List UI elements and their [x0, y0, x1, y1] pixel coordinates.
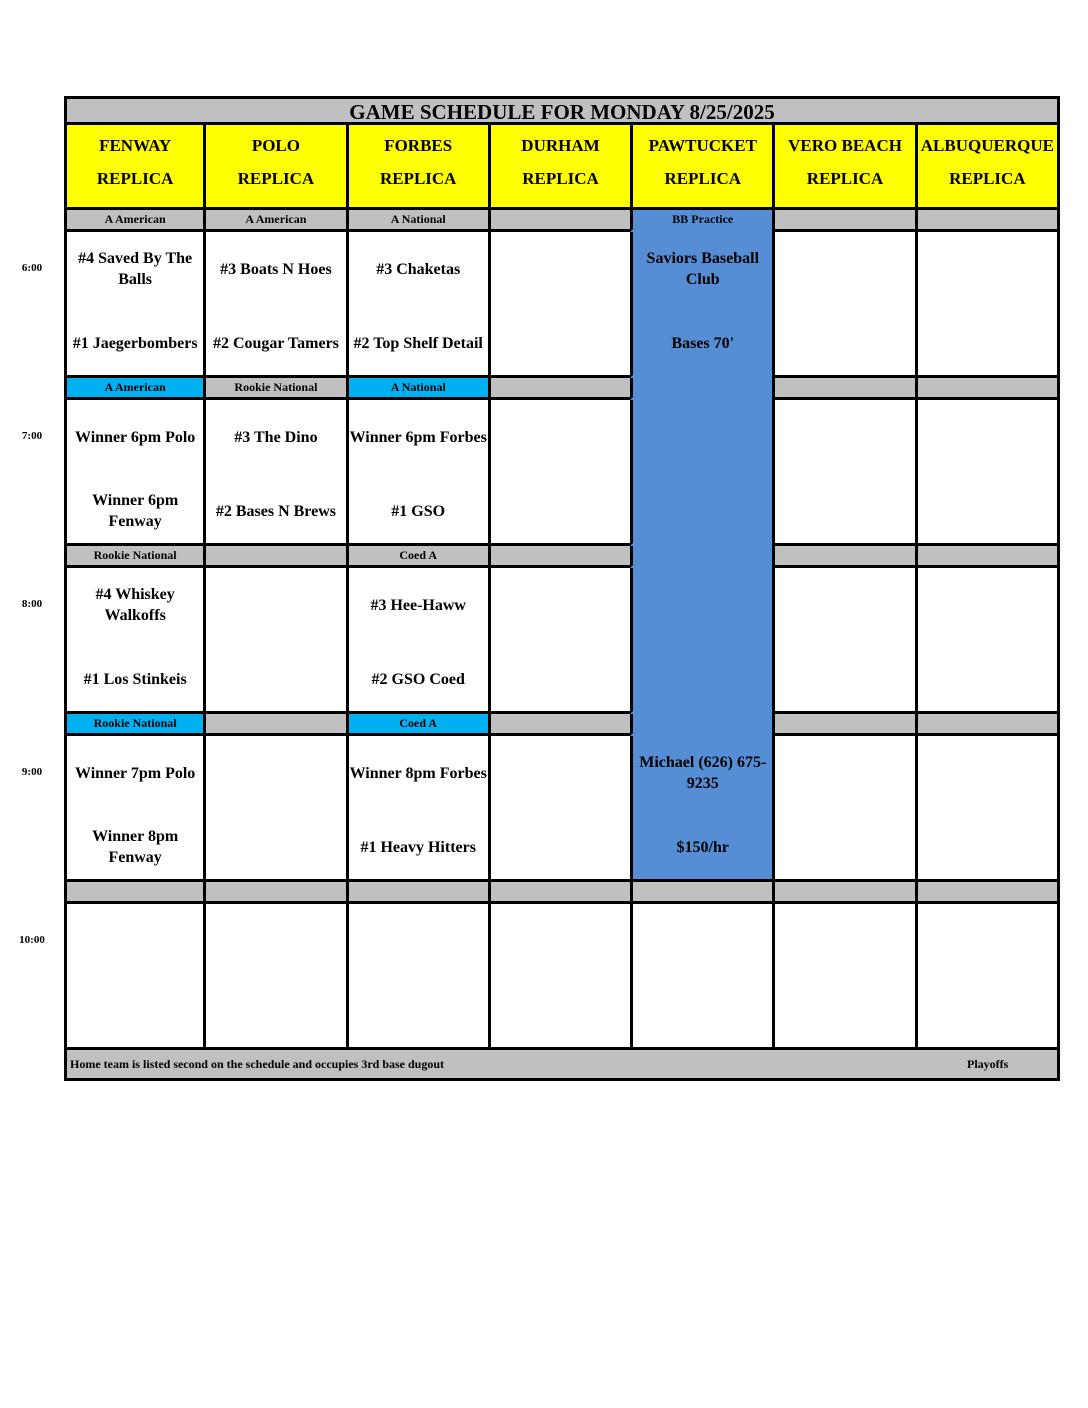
team-top: #4 Whiskey Walkoffs	[95, 586, 175, 624]
division-label	[772, 546, 917, 568]
game-cell	[772, 568, 917, 714]
team-top: Winner 7pm Polo	[74, 764, 196, 782]
division-label: A American	[203, 210, 348, 232]
team-top: #3 The Dino	[234, 428, 318, 446]
team-bottom: #1 Heavy Hitters	[360, 838, 476, 856]
team-bottom: #1 GSO	[391, 502, 446, 520]
division-row	[64, 210, 1060, 232]
game-cell	[772, 232, 917, 378]
division-label	[915, 714, 1060, 736]
team-top: Saviors Baseball Club	[646, 250, 760, 288]
division-label: Rookie National	[64, 714, 206, 736]
division-row	[64, 714, 1060, 736]
division-label: Coed A	[346, 714, 491, 736]
field-sub: REPLICA	[664, 169, 742, 188]
division-row	[64, 378, 1060, 400]
division-label	[203, 714, 348, 736]
division-row	[64, 546, 1060, 568]
division-label	[346, 882, 491, 904]
game-cell	[630, 904, 775, 1050]
time-label: 7:00	[21, 430, 43, 442]
game-cell	[346, 736, 491, 882]
team-bottom: Winner 8pm Fenway	[92, 828, 179, 866]
team-top: Winner 6pm Forbes	[349, 428, 487, 446]
team-bottom: $150/hr	[676, 838, 729, 856]
team-bottom: #2 GSO Coed	[371, 670, 465, 688]
footer-playoffs-label: Playoffs	[967, 1057, 1009, 1071]
field-name: FENWAY	[99, 136, 172, 155]
division-label	[915, 210, 1060, 232]
game-cell	[203, 400, 348, 546]
field-name: POLO	[251, 136, 300, 155]
division-label	[630, 714, 775, 736]
field-header-fenway	[64, 125, 206, 210]
game-cell	[772, 400, 917, 546]
time-label: 8:00	[21, 598, 43, 610]
division-label	[203, 546, 348, 568]
field-sub: REPLICA	[96, 169, 174, 188]
division-label	[915, 378, 1060, 400]
field-name: VERO BEACH	[788, 136, 902, 155]
team-bottom: Winner 6pm Fenway	[92, 492, 179, 530]
game-cell	[915, 232, 1060, 378]
game-cell	[64, 568, 206, 714]
division-label: A American	[64, 378, 206, 400]
field-name: ALBUQUERQUE	[920, 136, 1054, 155]
game-cell	[772, 736, 917, 882]
team-top: Winner 6pm Polo	[74, 428, 196, 446]
schedule-title: GAME SCHEDULE FOR MONDAY 8/25/2025	[64, 96, 1060, 125]
game-cell	[64, 232, 206, 378]
time-slots	[64, 210, 1060, 1050]
division-label: Rookie National	[203, 378, 348, 400]
division-row	[64, 882, 1060, 904]
game-cell	[203, 736, 348, 882]
game-cell	[64, 904, 206, 1050]
game-cell	[203, 232, 348, 378]
game-cell	[346, 232, 491, 378]
game-cell	[64, 736, 206, 882]
game-cell	[64, 400, 206, 546]
division-label	[772, 882, 917, 904]
division-label: A National	[346, 378, 491, 400]
team-top: #3 Boats N Hoes	[220, 260, 332, 278]
field-sub: REPLICA	[949, 169, 1026, 188]
game-cell	[488, 904, 633, 1050]
game-cell	[488, 400, 633, 546]
game-cell	[346, 400, 491, 546]
team-bottom: #2 Bases N Brews	[215, 502, 336, 520]
field-header-forbes	[346, 125, 491, 210]
division-label: Coed A	[346, 546, 491, 568]
division-label	[64, 882, 206, 904]
field-name: PAWTUCKET	[648, 136, 757, 155]
field-header-pawtucket	[630, 125, 775, 210]
field-name: FORBES	[384, 136, 453, 155]
division-label	[488, 546, 633, 568]
game-row	[64, 232, 1060, 378]
team-top: #4 Saved By The Balls	[78, 250, 193, 288]
team-bottom: #1 Los Stinkeis	[83, 670, 187, 688]
field-name: DURHAM	[521, 136, 600, 155]
field-header-row	[64, 125, 1060, 210]
team-top: Winner 8pm Forbes	[349, 764, 487, 782]
division-label	[630, 546, 775, 568]
game-cell	[203, 568, 348, 714]
division-label	[915, 546, 1060, 568]
game-cell	[915, 904, 1060, 1050]
game-cell	[346, 568, 491, 714]
game-row	[64, 568, 1060, 714]
division-label: Rookie National	[64, 546, 206, 568]
division-label	[488, 714, 633, 736]
game-cell	[488, 232, 633, 378]
division-label	[488, 210, 633, 232]
division-label	[203, 882, 348, 904]
game-cell	[915, 400, 1060, 546]
team-bottom: #2 Cougar Tamers	[212, 334, 339, 352]
game-cell	[488, 736, 633, 882]
schedule-footer	[64, 1050, 1060, 1081]
team-top: Michael (626) 675-9235	[639, 754, 767, 792]
game-cell	[772, 904, 917, 1050]
game-cell	[346, 904, 491, 1050]
game-cell	[915, 736, 1060, 882]
division-label: BB Practice	[630, 210, 775, 232]
time-label: 6:00	[21, 262, 43, 274]
schedule-sheet	[64, 96, 1060, 1081]
division-label: A National	[346, 210, 491, 232]
field-header-polo	[203, 125, 348, 210]
division-label	[630, 378, 775, 400]
field-header-albuquerque	[915, 125, 1060, 210]
division-label	[772, 210, 917, 232]
division-label	[915, 882, 1060, 904]
game-cell	[630, 232, 775, 378]
time-label: 10:00	[19, 934, 45, 946]
game-row	[64, 736, 1060, 882]
team-bottom: #2 Top Shelf Detail	[353, 334, 483, 352]
division-label	[772, 714, 917, 736]
division-label: A American	[64, 210, 206, 232]
team-top: #3 Hee-Haww	[370, 596, 466, 614]
division-label	[630, 882, 775, 904]
game-cell	[915, 568, 1060, 714]
division-label	[488, 882, 633, 904]
game-cell	[630, 400, 775, 546]
division-label	[772, 378, 917, 400]
game-row	[64, 904, 1060, 1050]
game-cell	[630, 568, 775, 714]
game-cell	[203, 904, 348, 1050]
field-header-vero-beach	[772, 125, 917, 210]
division-label	[488, 378, 633, 400]
field-sub: REPLICA	[806, 169, 884, 188]
footer-note: Home team is listed second on the schedule and occupies 3rd base dugout	[70, 1057, 445, 1071]
field-sub: REPLICA	[522, 169, 599, 188]
team-bottom: Bases 70'	[671, 334, 735, 352]
field-sub: REPLICA	[237, 169, 315, 188]
team-bottom: #1 Jaegerbombers	[72, 334, 198, 352]
time-label: 9:00	[21, 766, 43, 778]
field-header-durham	[488, 125, 633, 210]
team-top: #3 Chaketas	[376, 260, 461, 278]
game-cell	[488, 568, 633, 714]
game-row	[64, 400, 1060, 546]
field-sub: REPLICA	[379, 169, 457, 188]
game-cell	[630, 736, 775, 882]
